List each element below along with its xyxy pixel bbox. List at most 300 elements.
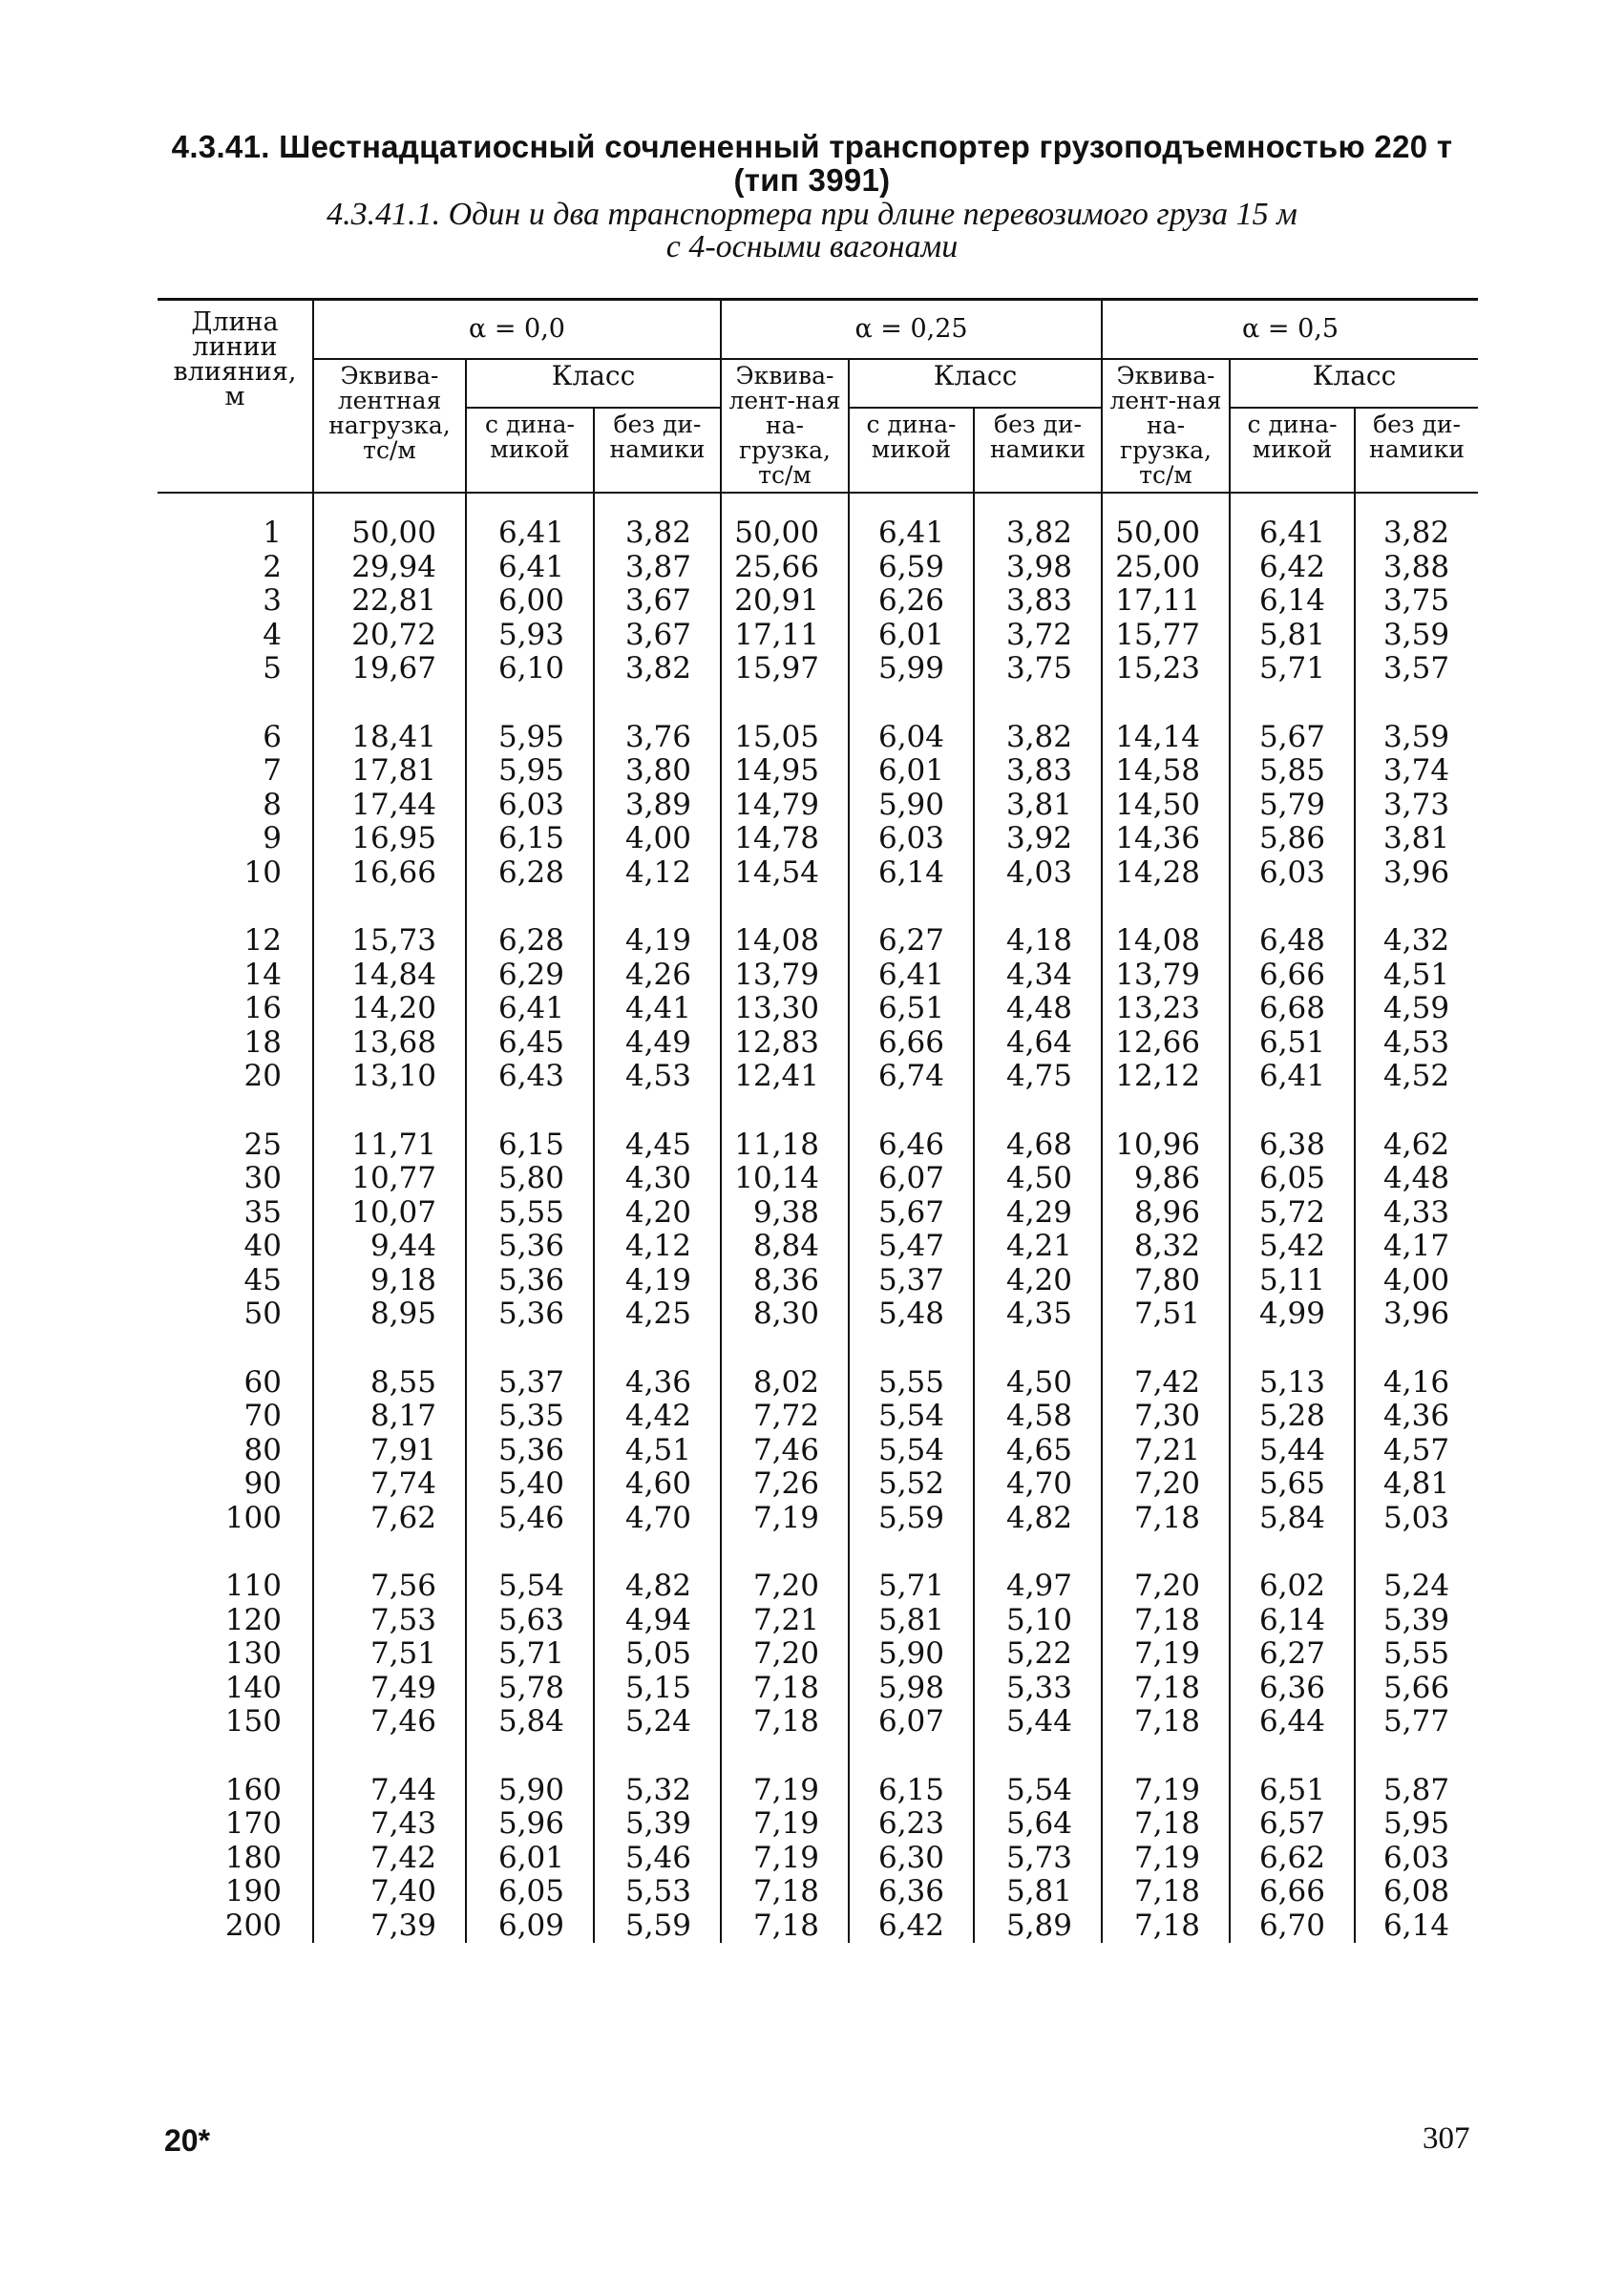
table-cell: 5,37 <box>466 1366 594 1401</box>
cell-influence-length: 1 <box>263 516 282 550</box>
table-cell: 6,74 <box>849 1060 974 1094</box>
table-cell: 7,43 <box>313 1807 466 1842</box>
table-cell: 5,71 <box>1230 652 1355 686</box>
table-row <box>158 1162 1478 1196</box>
table-cell: 7,19 <box>721 1842 849 1876</box>
table-cell: 6,08 <box>1355 1875 1478 1909</box>
table-cell: 4,33 <box>1355 1196 1478 1231</box>
table-cell: 6,07 <box>849 1162 974 1196</box>
table-cell: 4,52 <box>1355 1060 1478 1094</box>
table-cell: 14,08 <box>1102 924 1230 959</box>
cell-influence-length: 8 <box>263 787 282 822</box>
table-cell: 5,15 <box>594 1672 721 1706</box>
table-cell: 6,41 <box>849 959 974 993</box>
table-cell: 3,81 <box>1355 822 1478 856</box>
table-cell: 7,53 <box>313 1604 466 1638</box>
table-cell: 7,46 <box>721 1434 849 1468</box>
table-row <box>158 1570 1478 1604</box>
table-cell: 11,71 <box>313 1128 466 1163</box>
table-cell: 3,98 <box>974 551 1102 585</box>
table-cell: 7,18 <box>1102 1909 1230 1944</box>
table-cell: 5,36 <box>466 1434 594 1468</box>
cell-influence-length: 16 <box>243 991 282 1025</box>
table-cell: 7,21 <box>1102 1434 1230 1468</box>
table-cell: 5,53 <box>594 1875 721 1909</box>
table-cell: 6,15 <box>466 822 594 856</box>
table-cell: 15,73 <box>313 924 466 959</box>
table-row <box>158 992 1478 1026</box>
table-cell: 6,62 <box>1230 1842 1355 1876</box>
table-cell: 15,23 <box>1102 652 1230 686</box>
table-cell: 5,36 <box>466 1264 594 1298</box>
table-cell: 9,18 <box>313 1264 466 1298</box>
table-cell: 7,62 <box>313 1502 466 1536</box>
table-cell: 6,03 <box>1230 856 1355 891</box>
table-row <box>158 1264 1478 1298</box>
cell-influence-length: 5 <box>263 651 282 685</box>
table-cell: 7,46 <box>313 1705 466 1739</box>
table-cell: 14,20 <box>313 992 466 1026</box>
table-row <box>158 584 1478 619</box>
table-cell: 7,39 <box>313 1909 466 1944</box>
table-cell: 14,84 <box>313 959 466 993</box>
table-cell: 9,38 <box>721 1196 849 1231</box>
table-cell: 5,66 <box>1355 1672 1478 1706</box>
table-cell: 4,53 <box>594 1060 721 1094</box>
table-cell: 5,32 <box>594 1774 721 1808</box>
header-without-dynamics-3: без ди-намики <box>1355 408 1478 493</box>
table-cell: 14,95 <box>721 754 849 789</box>
table-cell: 4,94 <box>594 1604 721 1638</box>
table-cell: 12,66 <box>1102 1026 1230 1061</box>
table-cell: 19,67 <box>313 652 466 686</box>
table-cell: 6,29 <box>466 959 594 993</box>
cell-influence-length: 30 <box>243 1161 282 1195</box>
table-cell: 5,28 <box>1230 1400 1355 1434</box>
table-cell: 14,78 <box>721 822 849 856</box>
table-cell: 7,42 <box>1102 1366 1230 1401</box>
cell-influence-length: 110 <box>224 1569 282 1603</box>
table-cell: 4,65 <box>974 1434 1102 1468</box>
table-cell: 7,19 <box>1102 1637 1230 1672</box>
table-cell: 7,18 <box>721 1875 849 1909</box>
table-row <box>158 1297 1478 1332</box>
cell-influence-length: 200 <box>224 1908 282 1943</box>
table-cell: 7,20 <box>1102 1467 1230 1502</box>
cell-influence-length: 3 <box>263 583 282 618</box>
table-cell: 7,18 <box>1102 1807 1230 1842</box>
table-cell: 5,42 <box>1230 1230 1355 1264</box>
table-cell: 6,51 <box>849 992 974 1026</box>
cell-influence-length: 4 <box>263 617 282 652</box>
header-class-3: Класс <box>1230 359 1478 408</box>
table-row <box>158 1366 1478 1401</box>
table-cell: 13,68 <box>313 1026 466 1061</box>
table-cell: 5,89 <box>974 1909 1102 1944</box>
table-cell: 4,42 <box>594 1400 721 1434</box>
table-cell: 8,17 <box>313 1400 466 1434</box>
table-cell: 6,04 <box>849 721 974 755</box>
table-cell: 7,51 <box>1102 1297 1230 1332</box>
table-cell: 6,68 <box>1230 992 1355 1026</box>
cell-influence-length: 60 <box>243 1364 282 1400</box>
table-cell: 5,96 <box>466 1807 594 1842</box>
table-cell: 3,89 <box>594 789 721 823</box>
subsection-title: 4.3.41.1. Один и два транспортера при длине перевозимого груза 15 м <box>327 197 1297 232</box>
table-cell: 13,23 <box>1102 992 1230 1026</box>
table-row <box>158 1774 1478 1808</box>
table-row <box>158 1672 1478 1706</box>
table-cell: 7,19 <box>1102 1774 1230 1808</box>
table-cell: 8,96 <box>1102 1196 1230 1231</box>
cell-influence-length: 6 <box>263 719 282 754</box>
table-cell: 7,19 <box>1102 1842 1230 1876</box>
table-cell: 17,11 <box>721 619 849 653</box>
table-cell: 6,14 <box>1230 584 1355 619</box>
table-cell: 4,36 <box>594 1366 721 1401</box>
table-cell: 5,54 <box>849 1434 974 1468</box>
table-cell: 5,10 <box>974 1604 1102 1638</box>
cell-influence-length: 20 <box>243 1059 282 1093</box>
table-cell: 6,36 <box>1230 1672 1355 1706</box>
table-cell: 14,14 <box>1102 721 1230 755</box>
table-cell: 7,42 <box>313 1842 466 1876</box>
table-cell: 6,43 <box>466 1060 594 1094</box>
table-cell: 3,67 <box>594 584 721 619</box>
table-cell: 4,70 <box>594 1502 721 1536</box>
table-cell: 14,79 <box>721 789 849 823</box>
table-cell: 7,20 <box>721 1570 849 1604</box>
table-cell: 50,00 <box>721 517 849 551</box>
table-cell: 4,81 <box>1355 1467 1478 1502</box>
table-cell: 10,07 <box>313 1196 466 1231</box>
table-cell: 6,23 <box>849 1807 974 1842</box>
table-cell: 7,80 <box>1102 1264 1230 1298</box>
table-cell: 7,18 <box>1102 1705 1230 1739</box>
table-row <box>158 1637 1478 1672</box>
table-header <box>158 300 1478 494</box>
table-cell: 6,66 <box>1230 1875 1355 1909</box>
table-cell: 4,68 <box>974 1128 1102 1163</box>
table-cell: 3,82 <box>1355 517 1478 551</box>
table-cell: 4,25 <box>594 1297 721 1332</box>
table-cell: 4,82 <box>974 1502 1102 1536</box>
table-cell: 6,26 <box>849 584 974 619</box>
cell-influence-length: 140 <box>224 1670 282 1705</box>
cell-influence-length: 130 <box>224 1636 282 1671</box>
table-row <box>158 1400 1478 1434</box>
table-cell: 3,96 <box>1355 1297 1478 1332</box>
header-with-dynamics-1: с дина-микой <box>466 408 594 493</box>
table-cell: 22,81 <box>313 584 466 619</box>
table-cell: 6,07 <box>849 1705 974 1739</box>
table-cell: 8,36 <box>721 1264 849 1298</box>
table-cell: 4,19 <box>594 1264 721 1298</box>
table-cell: 4,64 <box>974 1026 1102 1061</box>
table-cell: 7,40 <box>313 1875 466 1909</box>
table-cell: 3,57 <box>1355 652 1478 686</box>
table-cell: 15,97 <box>721 652 849 686</box>
table-cell: 13,79 <box>1102 959 1230 993</box>
table-cell: 6,00 <box>466 584 594 619</box>
cell-influence-length: 170 <box>224 1806 282 1841</box>
table-row <box>158 1875 1478 1909</box>
table-cell: 5,87 <box>1355 1774 1478 1808</box>
table-cell: 9,86 <box>1102 1162 1230 1196</box>
table-cell: 7,56 <box>313 1570 466 1604</box>
page-number: 307 <box>1423 2121 1470 2156</box>
table-cell: 4,70 <box>974 1467 1102 1502</box>
cell-influence-length: 14 <box>243 957 282 992</box>
table-cell: 8,30 <box>721 1297 849 1332</box>
header-alpha-025: α = 0,25 <box>721 300 1102 360</box>
table-cell: 10,14 <box>721 1162 849 1196</box>
header-equiv-load-1: Эквива-лентная нагрузка, тс/м <box>313 359 466 493</box>
subsection-title-cont: с 4-осными вагонами <box>665 229 959 264</box>
table-row <box>158 1128 1478 1163</box>
cell-influence-length: 25 <box>243 1127 282 1162</box>
table-cell: 3,88 <box>1355 551 1478 585</box>
table-cell: 14,28 <box>1102 856 1230 891</box>
table-cell: 8,95 <box>313 1297 466 1332</box>
table-cell: 6,14 <box>1230 1604 1355 1638</box>
table-cell: 5,24 <box>594 1705 721 1739</box>
table-row <box>158 1842 1478 1876</box>
table-cell: 7,18 <box>1102 1672 1230 1706</box>
table-cell: 5,84 <box>466 1705 594 1739</box>
table-row <box>158 1060 1478 1094</box>
table-cell: 6,28 <box>466 856 594 891</box>
table-cell: 4,26 <box>594 959 721 993</box>
table-cell: 5,47 <box>849 1230 974 1264</box>
table-cell: 5,44 <box>1230 1434 1355 1468</box>
table-cell: 6,05 <box>1230 1162 1355 1196</box>
table-cell: 7,19 <box>721 1774 849 1808</box>
table-row <box>158 1467 1478 1502</box>
table-cell: 7,19 <box>721 1502 849 1536</box>
table-cell: 5,54 <box>849 1400 974 1434</box>
table-cell: 15,77 <box>1102 619 1230 653</box>
table-cell: 7,74 <box>313 1467 466 1502</box>
table-cell: 7,18 <box>1102 1502 1230 1536</box>
table-cell: 3,59 <box>1355 721 1478 755</box>
table-cell: 14,58 <box>1102 754 1230 789</box>
table-cell: 3,92 <box>974 822 1102 856</box>
table-cell: 4,50 <box>974 1162 1102 1196</box>
table-cell: 3,83 <box>974 754 1102 789</box>
table-cell: 4,12 <box>594 1230 721 1264</box>
table-cell: 5,81 <box>1230 619 1355 653</box>
table-row <box>158 959 1478 993</box>
table-cell: 4,00 <box>594 822 721 856</box>
table-cell: 4,58 <box>974 1400 1102 1434</box>
section-title-type: (тип 3991) <box>733 162 891 198</box>
table-cell: 6,42 <box>1230 551 1355 585</box>
table-cell: 4,97 <box>974 1570 1102 1604</box>
table-cell: 17,11 <box>1102 584 1230 619</box>
table-cell: 6,15 <box>466 1128 594 1163</box>
table-cell: 6,03 <box>849 822 974 856</box>
cell-influence-length: 10 <box>243 854 282 890</box>
table-cell: 5,46 <box>466 1502 594 1536</box>
table-cell: 5,63 <box>466 1604 594 1638</box>
table-cell: 3,96 <box>1355 856 1478 891</box>
table-cell: 6,02 <box>1230 1570 1355 1604</box>
table-cell: 3,87 <box>594 551 721 585</box>
table-cell: 6,51 <box>1230 1026 1355 1061</box>
table-cell: 5,95 <box>466 754 594 789</box>
header-class-1: Класс <box>466 359 721 408</box>
table-cell: 9,44 <box>313 1230 466 1264</box>
table-cell: 5,55 <box>1355 1637 1478 1672</box>
table-cell: 3,82 <box>974 517 1102 551</box>
table-cell: 7,49 <box>313 1672 466 1706</box>
table-cell: 4,03 <box>974 856 1102 891</box>
table-cell: 6,30 <box>849 1842 974 1876</box>
table-row <box>158 1604 1478 1638</box>
cell-influence-length: 7 <box>263 753 282 788</box>
table-cell: 6,41 <box>1230 1060 1355 1094</box>
table-row <box>158 1196 1478 1231</box>
table-cell: 11,18 <box>721 1128 849 1163</box>
table-cell: 14,08 <box>721 924 849 959</box>
table-cell: 5,95 <box>466 721 594 755</box>
table-cell: 4,60 <box>594 1467 721 1502</box>
table-cell: 5,90 <box>466 1774 594 1808</box>
table-cell: 4,53 <box>1355 1026 1478 1061</box>
table-cell: 4,51 <box>1355 959 1478 993</box>
table-cell: 13,10 <box>313 1060 466 1094</box>
table-cell: 4,62 <box>1355 1128 1478 1163</box>
table-cell: 4,18 <box>974 924 1102 959</box>
table-group-gap <box>158 890 1478 924</box>
header-class-2: Класс <box>849 359 1102 408</box>
table-cell: 7,44 <box>313 1774 466 1808</box>
table-cell: 5,35 <box>466 1400 594 1434</box>
table-cell: 7,21 <box>721 1604 849 1638</box>
table-cell: 7,26 <box>721 1467 849 1502</box>
table-group-gap <box>158 1094 1478 1128</box>
table-cell: 5,85 <box>1230 754 1355 789</box>
table-cell: 29,94 <box>313 551 466 585</box>
table-cell: 5,13 <box>1230 1366 1355 1401</box>
table-cell: 6,41 <box>1230 517 1355 551</box>
table-cell: 13,30 <box>721 992 849 1026</box>
table-spacer <box>158 493 1478 517</box>
table-cell: 5,84 <box>1230 1502 1355 1536</box>
table-cell: 6,03 <box>466 789 594 823</box>
table-cell: 6,28 <box>466 924 594 959</box>
table-cell: 4,35 <box>974 1297 1102 1332</box>
table-cell: 17,81 <box>313 754 466 789</box>
table-cell: 7,18 <box>721 1909 849 1944</box>
table-row <box>158 1434 1478 1468</box>
table-cell: 3,82 <box>594 652 721 686</box>
header-equiv-load-2: Эквива-лент-ная на-грузка, тс/м <box>721 359 849 493</box>
table-cell: 20,91 <box>721 584 849 619</box>
header-alpha-0: α = 0,0 <box>313 300 721 360</box>
table-cell: 7,30 <box>1102 1400 1230 1434</box>
table-cell: 14,36 <box>1102 822 1230 856</box>
table-row <box>158 754 1478 789</box>
table-cell: 5,71 <box>466 1637 594 1672</box>
cell-influence-length: 150 <box>224 1704 282 1739</box>
table-cell: 5,39 <box>594 1807 721 1842</box>
cell-influence-length: 180 <box>224 1840 282 1875</box>
cell-influence-length: 18 <box>243 1024 282 1060</box>
table-cell: 5,90 <box>849 789 974 823</box>
table-body <box>158 493 1478 1943</box>
table-row <box>158 721 1478 755</box>
table-cell: 5,65 <box>1230 1467 1355 1502</box>
table-cell: 10,96 <box>1102 1128 1230 1163</box>
table-row <box>158 924 1478 959</box>
table-cell: 13,79 <box>721 959 849 993</box>
table-row <box>158 1230 1478 1264</box>
table-cell: 12,12 <box>1102 1060 1230 1094</box>
table-cell: 3,67 <box>594 619 721 653</box>
table-cell: 4,36 <box>1355 1400 1478 1434</box>
table-row <box>158 822 1478 856</box>
table-cell: 7,19 <box>721 1807 849 1842</box>
table-cell: 5,77 <box>1355 1705 1478 1739</box>
table-cell: 5,54 <box>466 1570 594 1604</box>
table-cell: 15,05 <box>721 721 849 755</box>
table-cell: 4,20 <box>594 1196 721 1231</box>
table-cell: 7,20 <box>721 1637 849 1672</box>
table-cell: 5,93 <box>466 619 594 653</box>
table-cell: 5,55 <box>849 1366 974 1401</box>
table-cell: 4,00 <box>1355 1264 1478 1298</box>
table-cell: 5,05 <box>594 1637 721 1672</box>
table-cell: 6,66 <box>1230 959 1355 993</box>
table-cell: 3,74 <box>1355 754 1478 789</box>
table-cell: 8,55 <box>313 1366 466 1401</box>
cell-influence-length: 40 <box>243 1229 282 1263</box>
table-cell: 4,17 <box>1355 1230 1478 1264</box>
table-cell: 3,73 <box>1355 789 1478 823</box>
table-cell: 4,48 <box>974 992 1102 1026</box>
table-cell: 4,49 <box>594 1026 721 1061</box>
cell-influence-length: 70 <box>243 1399 282 1433</box>
header-length: Длина линии влияния, м <box>158 300 313 494</box>
table-cell: 6,15 <box>849 1774 974 1808</box>
table-cell: 5,67 <box>1230 721 1355 755</box>
header-without-dynamics-2: без ди-намики <box>974 408 1102 493</box>
table-cell: 6,51 <box>1230 1774 1355 1808</box>
table-row <box>158 619 1478 653</box>
table-cell: 5,67 <box>849 1196 974 1231</box>
cell-influence-length: 12 <box>243 923 282 958</box>
cell-influence-length: 50 <box>243 1297 282 1331</box>
table-cell: 5,22 <box>974 1637 1102 1672</box>
table-cell: 5,81 <box>849 1604 974 1638</box>
table-row <box>158 789 1478 823</box>
table-cell: 4,45 <box>594 1128 721 1163</box>
table-cell: 5,59 <box>849 1502 974 1536</box>
table-cell: 5,36 <box>466 1230 594 1264</box>
table-cell: 4,32 <box>1355 924 1478 959</box>
table-cell: 5,80 <box>466 1162 594 1196</box>
table-cell: 4,51 <box>594 1434 721 1468</box>
table-cell: 5,55 <box>466 1196 594 1231</box>
table-cell: 7,18 <box>721 1672 849 1706</box>
table-cell: 3,83 <box>974 584 1102 619</box>
table-cell: 6,66 <box>849 1026 974 1061</box>
table-cell: 7,18 <box>1102 1604 1230 1638</box>
table-cell: 4,30 <box>594 1162 721 1196</box>
table-row <box>158 1909 1478 1944</box>
